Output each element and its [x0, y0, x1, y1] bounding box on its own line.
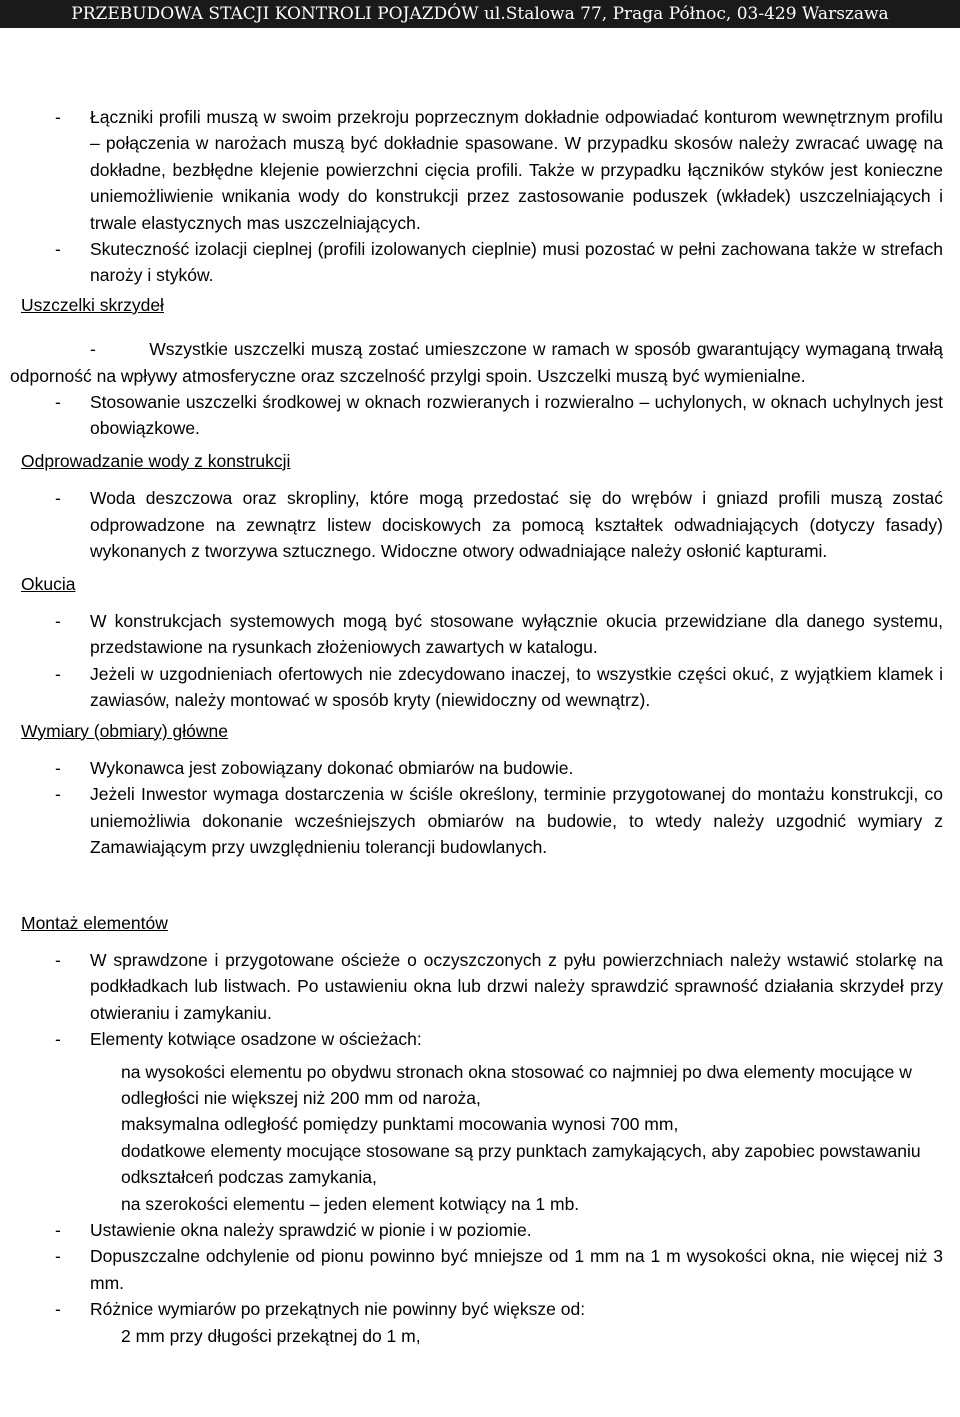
list-item [0, 781, 960, 860]
list-item [0, 947, 960, 1026]
list-dash: - [55, 239, 61, 260]
list-item-text: Skuteczność izolacji cieplnej (profili izolowanych cieplnie) musi pozostać w pełni zachowana także w strefach naroży i styków. [90, 239, 943, 286]
header-title: PRZEBUDOWA STACJI KONTROLI POJAZDÓW ul.Stalowa 77, Praga Północ, 03-429 Warszawa [71, 4, 889, 24]
list-dash: - [55, 107, 61, 127]
list-item-text: Stosowanie uszczelki środkowej w oknach rozwieranych i rozwieralno – uchylonych, w oknach uchylnych jest obowiązkowe. [90, 392, 943, 439]
list-item [0, 1243, 960, 1296]
list-dash: - [55, 784, 61, 805]
sub-item: na wysokości elementu po obydwu stronach okna stosować co najmniej po dwa elementy mocujące w odległości nie większej niż 200 mm od naroża, [121, 1061, 912, 1108]
list-item [0, 1296, 960, 1322]
list-item [0, 755, 960, 781]
paragraph-text: Wszystkie uszczelki muszą zostać umieszczone w ramach w sposób gwarantujący wymaganą trwałą odporność na wpływy atmosferyczne oraz szczelność przylgi spoin. Uszczelki muszą być wymienialne. [10, 339, 943, 386]
list-dash: - [55, 610, 61, 631]
list-item [0, 104, 960, 236]
sub-item: maksymalna odległość pomiędzy punktami mocowania wynosi 700 mm, [121, 1114, 679, 1135]
list-item [0, 608, 960, 661]
list-item-text: Ustawienie okna należy sprawdzić w pionie i w poziomie. [90, 1220, 532, 1241]
list-item-text: Dopuszczalne odchylenie od pionu powinno być mniejsze od 1 mm na 1 m wysokości okna, nie więcej niż 3 mm. [90, 1246, 943, 1293]
list-item-text: Łączniki profili muszą w swoim przekroju poprzecznym dokładnie odpowiadać konturom wewnętrznym profilu – połączenia w narożach muszą być dokładnie spasowane. W przypadku skosów należy zwracać uwagę na dokładne, bezbłędne klejenie powierzchni cięcia profili. Także w przypadku łączników styków jest konieczne uniemożliwienie wnikania wody do konstrukcji przez zastosowanie poduszek (wkładek) uszczelniających i trwale elastycznych mas uszczelniających. [90, 107, 943, 233]
list-dash: - [55, 392, 61, 413]
section-heading-odprowadzanie: Odprowadzanie wody z konstrukcji [21, 450, 291, 471]
page-header [0, 0, 960, 28]
list-item-text: Woda deszczowa oraz skropliny, które mogą przedostać się do wrębów i gniazd profili muszą zostać odprowadzone na zewnątrz listew dociskowych za pomocą kształtek odwadniających (dotyczy fasady) wykonanych z tworzywa sztucznego. Widoczne otwory odwadniające należy osłonić kapturami. [90, 488, 943, 562]
list-dash: - [55, 1246, 61, 1267]
list-dash: - [90, 339, 96, 360]
list-item-text: Jeżeli w uzgodnieniach ofertowych nie zdecydowano inaczej, to wszystkie części okuć, z wyjątkiem klamek i zawiasów, należy montować w sposób kryty (niewidoczny od wewnątrz). [90, 663, 943, 711]
list-item-text: W sprawdzone i przygotowane ościeże o oczyszczonych z pyłu powierzchniach należy wstawić stolarkę na podkładkach lub listwach. Po ustawieniu okna lub drzwi należy sprawdzić sprawność działania skrzydeł przy otwieraniu i zamykaniu. [90, 949, 943, 1023]
list-item [0, 1026, 960, 1052]
list-dash: - [55, 663, 61, 684]
list-dash: - [55, 1220, 61, 1241]
list-item-text: Wykonawca jest zobowiązany dokonać obmiarów na budowie. [90, 757, 574, 778]
paragraph [0, 336, 960, 389]
section-heading-montaz: Montaż elementów [21, 912, 168, 933]
list-item-text: Różnice wymiarów po przekątnych nie powinny być większe od: [90, 1299, 586, 1320]
section-heading-okucia: Okucia [21, 573, 76, 594]
list-item [0, 389, 960, 442]
list-item [0, 661, 960, 714]
list-item-text: Jeżeli Inwestor wymaga dostarczenia w ściśle określony, terminie przygotowanej do montażu konstrukcji, co uniemożliwia dokonanie wcześniejszych obmiarów na budowie, to wtedy należy uzgodnić wymiary z Zamawiającym przy uwzględnieniu tolerancji budowlanych. [90, 784, 943, 858]
list-dash: - [55, 757, 61, 778]
document-body [0, 104, 960, 1349]
sub-item: dodatkowe elementy mocujące stosowane są przy punktach zamykających, aby zapobiec powstawaniu odkształceń podczas zamykania, [121, 1140, 921, 1188]
sub-item: 2 mm przy długości przekątnej do 1 m, [121, 1325, 421, 1346]
list-item-text: Elementy kotwiące osadzone w ościeżach: [90, 1029, 422, 1050]
list-item-text: W konstrukcjach systemowych mogą być stosowane wyłącznie okucia przewidziane dla danego systemu, przedstawione na rysunkach złożeniowych zawartych w katalogu. [90, 610, 943, 658]
section-heading-uszczelki: Uszczelki skrzydeł [21, 294, 164, 315]
list-dash: - [55, 1029, 61, 1050]
list-dash: - [55, 488, 61, 509]
section-heading-wymiary: Wymiary (obmiary) główne [21, 720, 228, 741]
list-item [0, 485, 960, 564]
list-item [0, 1217, 960, 1243]
list-dash: - [55, 1299, 61, 1320]
list-item [0, 236, 960, 289]
list-dash: - [55, 949, 61, 970]
sub-item: na szerokości elementu – jeden element kotwiący na 1 mb. [121, 1193, 580, 1214]
